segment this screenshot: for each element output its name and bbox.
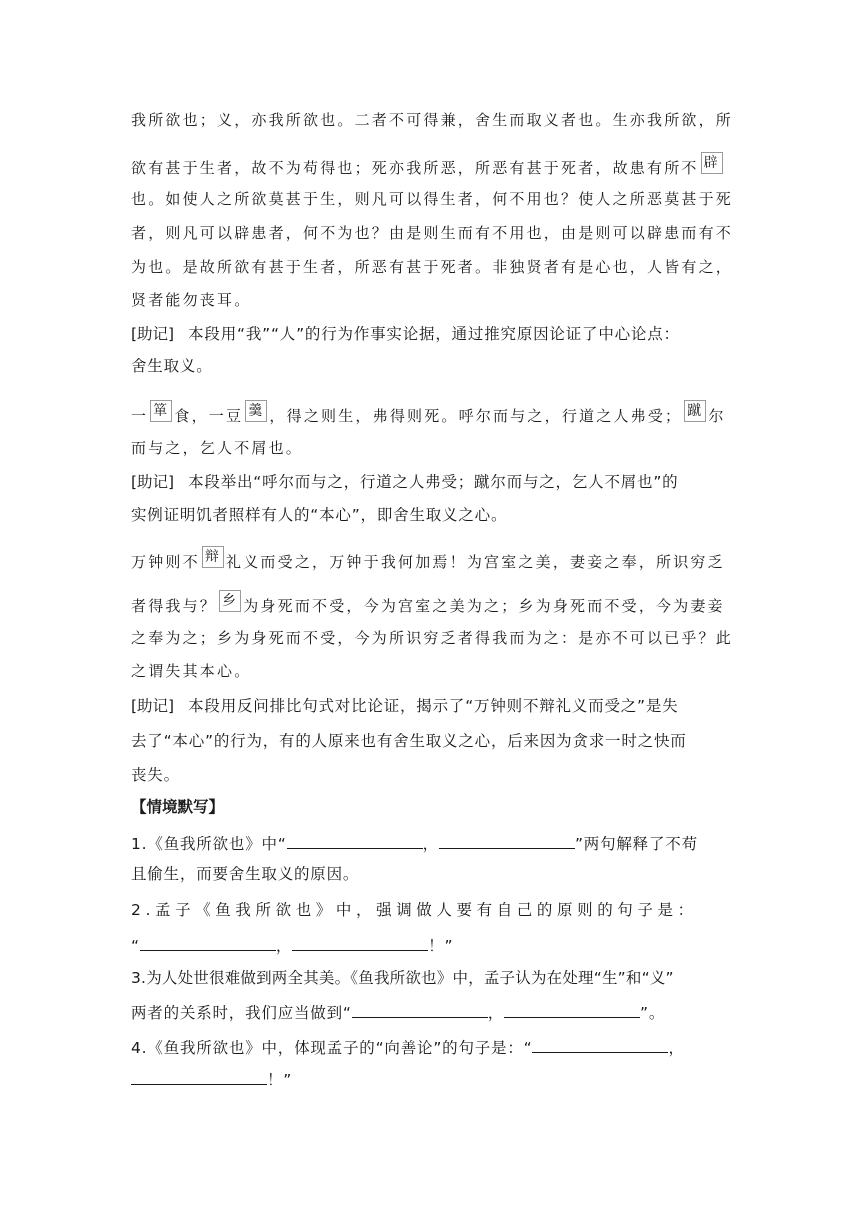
memory-aid-note: [助记] 本段用“我”“人”的行为作事实论据，通过推究原因论证了中心论点： — [131, 325, 680, 343]
answer-blank[interactable] — [140, 934, 276, 951]
memory-aid-note: [助记] 本段举出“呼尔而与之，行道之人弗受；蹴尔而与之，乞人不屑也”的 — [131, 473, 679, 491]
answer-blank[interactable] — [292, 934, 428, 951]
question-3-line-2: 两者的关系时，我们应当做到“ ， ”。 — [131, 1001, 665, 1023]
question-1: 1.《鱼我所欲也》中“ ， ”两句解释了不苟 — [131, 832, 698, 854]
passage-line: 贤者能勿丧耳。 — [131, 291, 252, 309]
passage-line: 之谓失其本心。 — [131, 662, 252, 680]
question-2: 2.孟子《鱼我所欲也》中，强调做人要有自己的原则的句子是： — [131, 901, 698, 919]
annotated-char-box: 辩 — [202, 546, 224, 568]
passage-line: 之奉为之；乡为身死而不受，今为所识穷乏者得我而为之：是亦不可以已乎？此 — [131, 629, 734, 647]
question-1-line-2: 且偷生，而要舍生取义的原因。 — [131, 865, 360, 883]
annotated-char-box: 辟 — [701, 152, 723, 174]
question-4-line-2: ！” — [131, 1068, 292, 1090]
passage-line: 欲有甚于生者，故不为苟得也；死亦我所恶，所恶有甚于死者，故患有所不 辟 — [131, 158, 725, 180]
annotated-char-box: 蹴 — [684, 400, 706, 422]
memory-aid-tag: [助记] — [131, 325, 175, 343]
annotated-char-box: 箪 — [150, 400, 172, 422]
question-3: 3.为人处世很难做到两全其美。《鱼我所欲也》中，孟子认为在处理“生”和“义” — [131, 969, 674, 987]
passage-line: 万钟则不 辩 礼义而受之，万钟于我何加焉！为宫室之美，妻妾之奉，所识穷乏 — [131, 552, 725, 574]
memory-aid-note: [助记] 本段用反问排比句式对比论证，揭示了“万钟则不辩礼义而受之”是失 — [131, 697, 679, 715]
memory-aid-note-line: 舍生取义。 — [131, 357, 213, 375]
section-heading: 【情境默写】 — [131, 798, 225, 816]
memory-aid-note-line: 去了“本心”的行为，有的人原来也有舍生取义之心，后来因为贪求一时之快而 — [131, 732, 687, 750]
answer-blank[interactable] — [532, 1036, 668, 1053]
passage-line: 我所欲也；义，亦我所欲也。二者不可得兼，舍生而取义者也。生亦我所欲，所 — [131, 111, 734, 129]
passage-line: 为也。是故所欲有甚于生者，所恶有甚于死者。非独贤者有是心也，人皆有之， — [131, 258, 734, 276]
answer-blank[interactable] — [352, 1001, 488, 1018]
annotated-char-box: 羹 — [245, 400, 267, 422]
passage-line: 一 箪 食，一豆 羹 ，得之则生，弗得则死。呼尔而与之，行道之人弗受； 蹴 尔 — [131, 406, 726, 428]
passage-line: 也。如使人之所欲莫甚于生，则凡可以得生者，何不用也？使人之所恶莫甚于死 — [131, 190, 734, 208]
answer-blank[interactable] — [131, 1068, 267, 1085]
annotated-char-box: 乡 — [219, 590, 241, 612]
answer-blank[interactable] — [504, 1001, 640, 1018]
memory-aid-tag: [助记] — [131, 697, 175, 715]
memory-aid-note-line: 实例证明饥者照样有人的“本心”，即舍生取义之心。 — [131, 506, 508, 524]
memory-aid-note-line: 丧失。 — [131, 766, 180, 784]
answer-blank[interactable] — [439, 832, 575, 849]
answer-blank[interactable] — [287, 832, 423, 849]
passage-line: 而与之，乞人不屑也。 — [131, 439, 304, 457]
passage-line: 者得我与？ 乡 为身死而不受，今为宫室之美为之；乡为身死而不受，今为妻妾 — [131, 596, 725, 618]
passage-line: 者，则凡可以辟患者，何不为也？由是则生而有不用也，由是则可以辟患而有不 — [131, 224, 734, 242]
question-4: 4.《鱼我所欲也》中，体现孟子的“向善论”的句子是：“ ， — [131, 1036, 685, 1058]
question-2-line-2: “ ， ！” — [131, 934, 453, 956]
memory-aid-tag: [助记] — [131, 473, 175, 491]
